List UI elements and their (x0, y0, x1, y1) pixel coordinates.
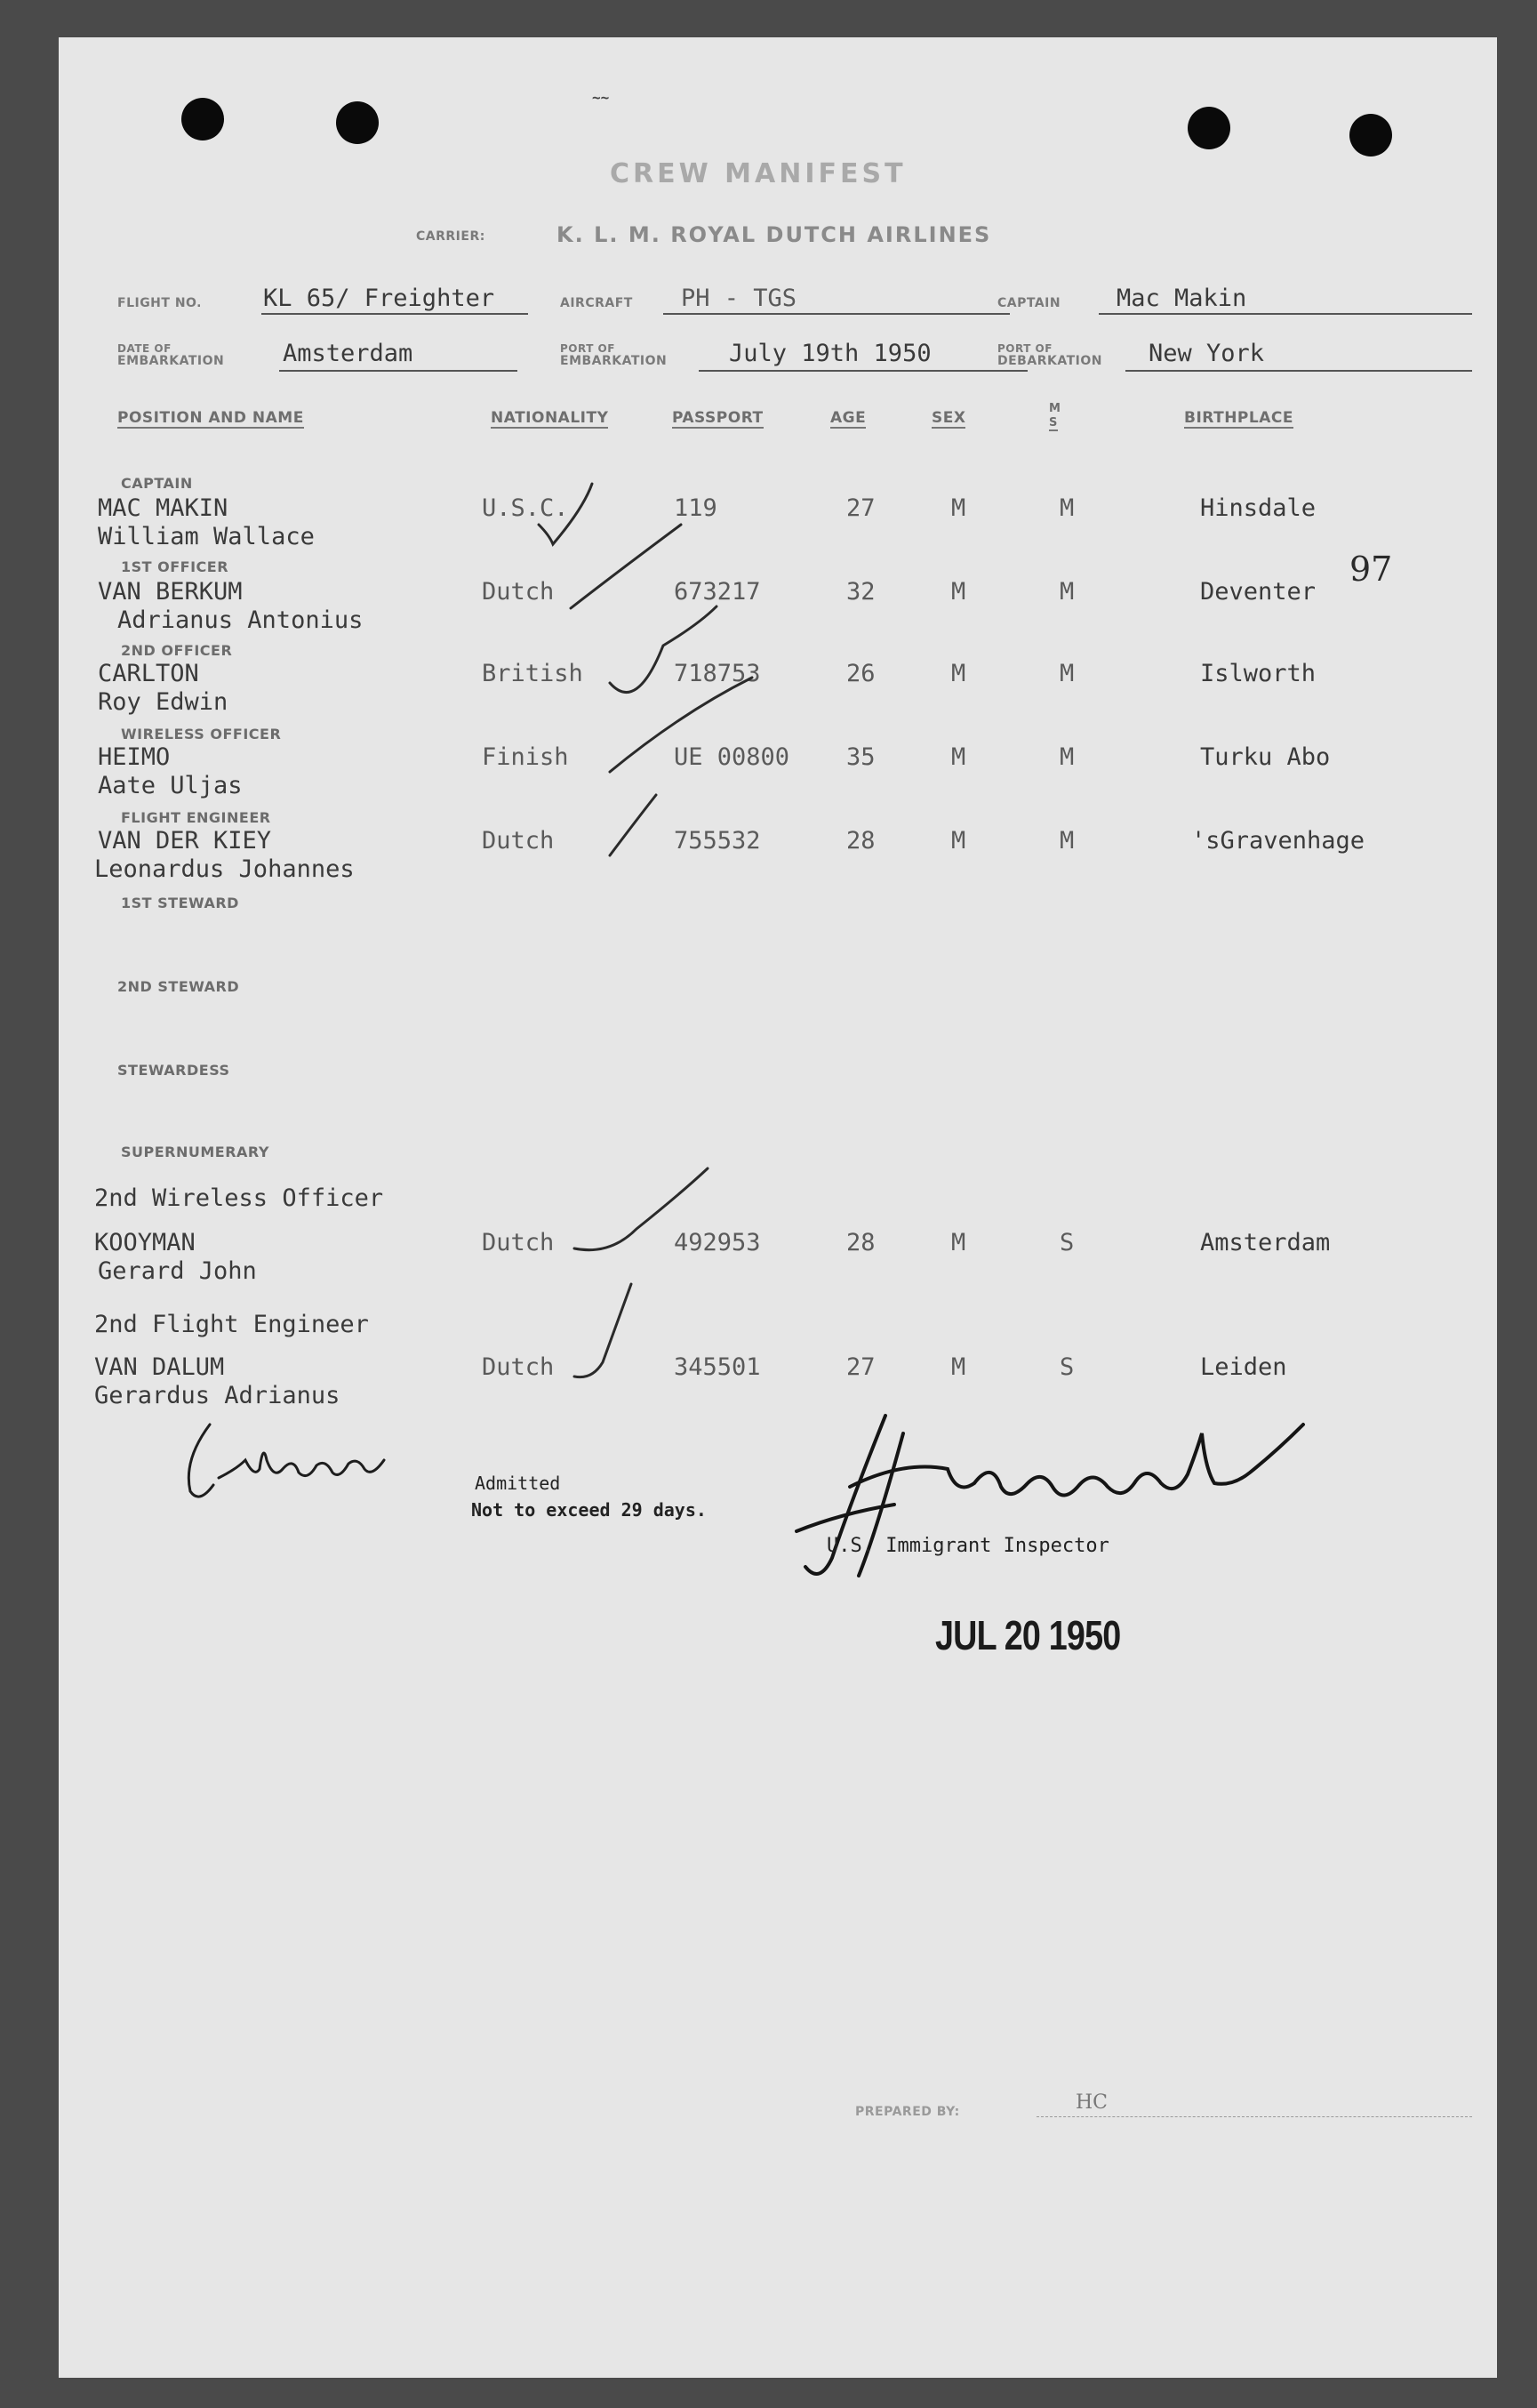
crew-sex: M (951, 1229, 966, 1256)
crew-passport: 345501 (674, 1353, 761, 1381)
crew-marital-status: S (1060, 1229, 1075, 1256)
crew-birthplace: Leiden (1200, 1353, 1287, 1381)
prepared-by-label: PREPARED BY: (855, 2105, 960, 2119)
crew-nationality: Dutch (482, 1229, 555, 1256)
position-label: 2ND STEWARD (117, 978, 240, 995)
crew-birthplace: Amsterdam (1200, 1229, 1331, 1256)
crew-passport: 755532 (674, 827, 761, 855)
prepared-by-line (1037, 2116, 1472, 2117)
crew-surname: VAN DALUM (94, 1353, 225, 1381)
crew-given-name: William Wallace (98, 523, 315, 550)
crew-birthplace: 'sGravenhage (1191, 827, 1365, 855)
check-marks (59, 37, 1497, 1549)
col-ms-2: S (1049, 416, 1058, 429)
handwritten-signature-left (174, 1407, 405, 1505)
crew-sex: M (951, 827, 966, 855)
aircraft-value: PH - TGS (681, 285, 797, 312)
page-number: 97 (1349, 550, 1393, 589)
crew-birthplace: Islworth (1200, 660, 1317, 687)
crew-nationality: Dutch (482, 1353, 555, 1381)
aircraft-label: AIRCRAFT (560, 296, 633, 310)
manifest-page (59, 37, 1497, 2378)
crew-marital-status: M (1060, 578, 1075, 606)
crew-marital-status: S (1060, 1353, 1075, 1381)
crew-nationality: Dutch (482, 578, 555, 606)
crew-marital-status: M (1060, 743, 1075, 771)
crew-marital-status: M (1060, 827, 1075, 855)
supernumerary-position: 2nd Flight Engineer (94, 1311, 369, 1338)
crew-sex: M (951, 494, 966, 522)
crew-sex: M (951, 578, 966, 606)
crew-surname: KOOYMAN (94, 1229, 196, 1256)
position-label: STEWARDESS (117, 1062, 230, 1079)
crew-nationality: U.S.C. (482, 494, 569, 522)
flight-no-label: FLIGHT NO. (117, 296, 202, 310)
crew-surname: VAN DER KIEY (98, 827, 272, 855)
crew-position: CAPTAIN (121, 475, 193, 492)
crew-given-name: Roy Edwin (98, 688, 228, 716)
captain-label: CAPTAIN (997, 296, 1061, 310)
page-title: CREW MANIFEST (610, 158, 907, 189)
crew-age: 28 (846, 827, 876, 855)
inspector-title: U.S. Immigrant Inspector (827, 1535, 1109, 1557)
crew-position: WIRELESS OFFICER (121, 726, 282, 742)
crew-given-name: Leonardus Johannes (94, 855, 355, 883)
crew-birthplace: Hinsdale (1200, 494, 1317, 522)
crew-surname: VAN BERKUM (98, 578, 243, 606)
top-mark: ~~ (592, 89, 610, 106)
crew-nationality: Finish (482, 743, 569, 771)
col-birthplace: BIRTHPLACE (1184, 409, 1293, 427)
captain-value: Mac Makin (1117, 285, 1247, 312)
col-nationality: NATIONALITY (491, 409, 609, 427)
admitted-label: Admitted (475, 1473, 561, 1494)
crew-age: 32 (846, 578, 876, 606)
date-label-2: EMBARKATION (117, 354, 225, 368)
crew-surname: MAC MAKIN (98, 494, 228, 522)
crew-marital-status: M (1060, 660, 1075, 687)
crew-given-name: Gerard John (98, 1257, 257, 1285)
admitted-limit: Not to exceed 29 days. (471, 1499, 707, 1521)
crew-position: FLIGHT ENGINEER (121, 809, 271, 826)
col-ms-1: M (1049, 402, 1061, 415)
crew-age: 28 (846, 1229, 876, 1256)
crew-position: 2ND OFFICER (121, 642, 233, 659)
crew-age: 27 (846, 494, 876, 522)
crew-given-name: Adrianus Antonius (117, 606, 364, 634)
date-label-1: DATE OF (117, 342, 172, 355)
crew-age: 35 (846, 743, 876, 771)
crew-nationality: Dutch (482, 827, 555, 855)
crew-given-name: Gerardus Adrianus (94, 1382, 340, 1409)
crew-position: 1ST OFFICER (121, 558, 229, 575)
flight-no-value: KL 65/ Freighter (263, 285, 495, 312)
inspector-signature (770, 1398, 1410, 1593)
crew-nationality: British (482, 660, 583, 687)
crew-passport: 673217 (674, 578, 761, 606)
col-position-name: POSITION AND NAME (117, 409, 304, 427)
crew-surname: CARLTON (98, 660, 199, 687)
port-of-embarkation-value: July 19th 1950 (729, 340, 932, 367)
col-passport: PASSPORT (672, 409, 764, 427)
crew-birthplace: Turku Abo (1200, 743, 1331, 771)
crew-age: 26 (846, 660, 876, 687)
crew-marital-status: M (1060, 494, 1075, 522)
port-dis-label-2: DEBARKATION (997, 354, 1102, 368)
col-sex: SEX (932, 409, 966, 427)
carrier-value: K. L. M. ROYAL DUTCH AIRLINES (556, 222, 992, 247)
crew-sex: M (951, 1353, 966, 1381)
crew-given-name: Aate Uljas (98, 772, 243, 799)
crew-sex: M (951, 743, 966, 771)
port-of-debarkation-value: New York (1149, 340, 1265, 367)
position-label: SUPERNUMERARY (121, 1144, 269, 1160)
port-label-1: PORT OF (560, 342, 615, 355)
crew-sex: M (951, 660, 966, 687)
supernumerary-position: 2nd Wireless Officer (94, 1184, 384, 1212)
crew-age: 27 (846, 1353, 876, 1381)
crew-passport: UE 00800 (674, 743, 790, 771)
crew-birthplace: Deventer (1200, 578, 1317, 606)
crew-passport: 718753 (674, 660, 761, 687)
crew-passport: 119 (674, 494, 717, 522)
crew-passport: 492953 (674, 1229, 761, 1256)
port-dis-label-1: PORT OF (997, 342, 1053, 355)
date-of-embarkation-value: Amsterdam (283, 340, 413, 367)
prepared-by-value: HC (1076, 2091, 1109, 2114)
carrier-label: CARRIER: (416, 229, 485, 244)
date-stamp: JUL 20 1950 (935, 1612, 1121, 1658)
crew-surname: HEIMO (98, 743, 171, 771)
position-label: 1ST STEWARD (121, 895, 239, 911)
port-label-2: EMBARKATION (560, 354, 668, 368)
col-age: AGE (830, 409, 867, 427)
